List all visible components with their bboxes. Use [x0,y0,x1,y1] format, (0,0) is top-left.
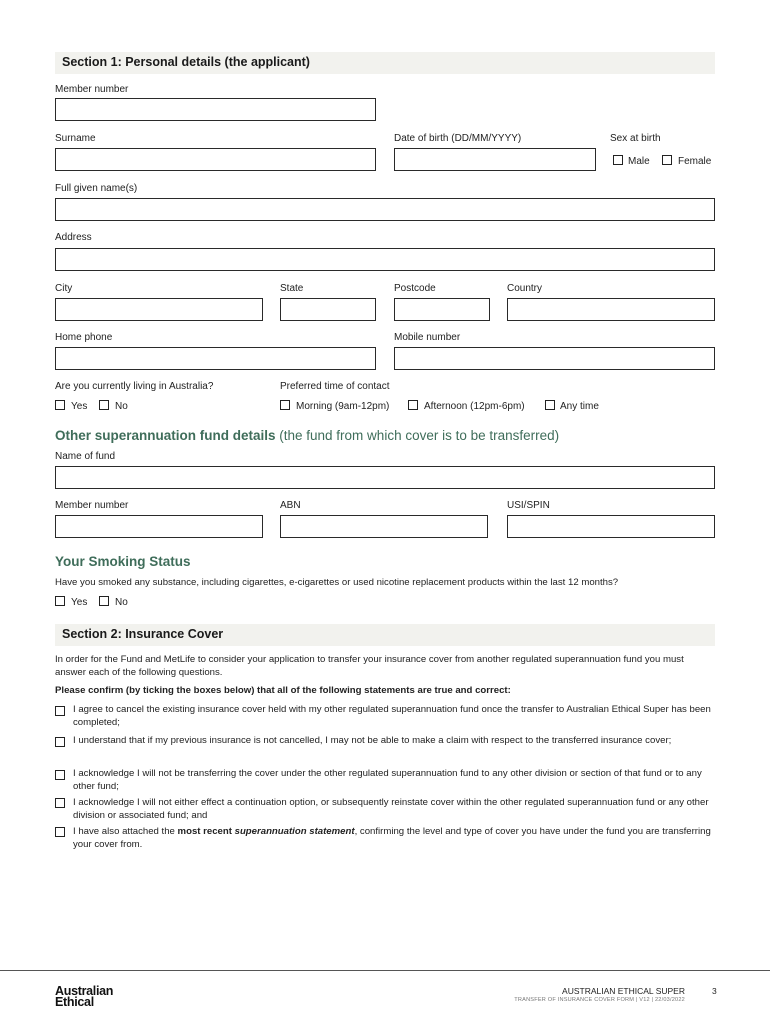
footer-divider [0,970,770,971]
section1-title: Section 1: Personal details (the applicant) [62,55,310,69]
mobile-field[interactable] [394,347,715,370]
section2-title: Section 2: Insurance Cover [62,627,224,641]
fund-name-label: Name of fund [55,451,116,462]
statement-4-text: I acknowledge I will not either effect a continuation option, or subsequently reinstate cover within the other regulated superannuation fund or any other division or associated fund; and [73,797,709,821]
smoking-heading: Your Smoking Status [55,554,191,569]
address-field[interactable] [55,248,715,271]
statement-3-text: I acknowledge I will not be transferring the cover under the other regulated superannuation fund to any other division or section of that fund or to any other fund; [73,768,702,792]
smoking-yes-checkbox[interactable] [55,596,65,606]
living-no-label: No [115,401,128,412]
section2-intro: In order for the Fund and MetLife to consider your application to transfer your insurance cover from another regulated superannuation fund you must answer each of the following questions. [55,654,684,678]
smoking-no-checkbox[interactable] [99,596,109,606]
page-number: 3 [712,986,717,996]
footer-subtitle: TRANSFER OF INSURANCE COVER FORM | V12 | 22/03/2022 [514,997,685,1003]
anytime-label: Any time [560,401,599,412]
address-label: Address [55,232,92,243]
statement-3-checkbox[interactable] [55,770,65,780]
home-phone-field[interactable] [55,347,376,370]
statement-1-checkbox[interactable] [55,706,65,716]
male-label: Male [628,156,650,167]
statement-5-bold-italic: superannuation statement [234,826,355,837]
given-names-label: Full given name(s) [55,183,138,194]
country-field[interactable] [507,298,715,321]
morning-checkbox[interactable] [280,400,290,410]
smoking-question: Have you smoked any substance, including cigarettes, e-cigarettes or used nicotine replacement products within the last 12 months? [55,577,619,588]
contact-time-label: Preferred time of contact [280,381,390,392]
country-label: Country [507,283,543,294]
other-fund-heading-bold: Other superannuation fund details [55,428,276,443]
statement-2-text: I understand that if my previous insurance is not cancelled, I may not be able to make a claim with respect to the transferred insurance cover; [73,735,672,746]
statement-2-checkbox[interactable] [55,737,65,747]
female-label: Female [678,156,712,167]
statement-5-pre: I have also attached the [73,826,178,837]
statement-4-checkbox[interactable] [55,798,65,808]
city-field[interactable] [55,298,263,321]
male-checkbox[interactable] [613,155,623,165]
dob-label: Date of birth (DD/MM/YYYY) [394,133,522,144]
city-label: City [55,283,73,294]
mobile-label: Mobile number [394,332,461,343]
footer-title: AUSTRALIAN ETHICAL SUPER [562,986,685,996]
smoking-yes-label: Yes [71,597,88,608]
statement-5-text [73,826,715,851]
female-checkbox[interactable] [662,155,672,165]
morning-label: Morning (9am-12pm) [296,401,390,412]
living-no-checkbox[interactable] [99,400,109,410]
other-fund-heading [55,428,559,443]
afternoon-label: Afternoon (12pm-6pm) [424,401,525,412]
section2-confirm: Please confirm (by ticking the boxes below) that all of the following statements are true and correct: [55,685,511,696]
state-label: State [280,283,304,294]
dob-field[interactable] [394,148,596,171]
postcode-label: Postcode [394,283,436,294]
sex-label: Sex at birth [610,133,661,144]
smoking-no-label: No [115,597,128,608]
section2-header [55,624,715,646]
section1-header [55,52,715,74]
other-fund-heading-rest: (the fund from which cover is to be transferred) [275,428,560,443]
statement-5-post: , confirming the level and type of cover you have under the fund you are transferring your cover from. [73,826,711,850]
fund-name-field[interactable] [55,466,715,489]
logo-line-2: Ethical [55,995,94,1009]
living-in-australia-label: Are you currently living in Australia? [55,381,214,392]
logo-line-1: Australian [55,984,114,998]
living-yes-label: Yes [71,401,88,412]
fund-member-number-field[interactable] [55,515,263,538]
statement-5-bold: most recent [177,826,235,837]
abn-label: ABN [280,500,301,511]
usi-field[interactable] [507,515,715,538]
statement-5-checkbox[interactable] [55,827,65,837]
anytime-checkbox[interactable] [545,400,555,410]
australian-ethical-logo [55,986,113,1008]
postcode-field[interactable] [394,298,490,321]
usi-label: USI/SPIN [507,500,550,511]
afternoon-checkbox[interactable] [408,400,418,410]
member-number-label: Member number [55,84,129,95]
statement-1-text: I agree to cancel the existing insurance cover held with my other regulated superannuation fund once the transfer to Australian Ethical Super has been completed; [73,704,711,728]
member-number-field[interactable] [55,98,376,121]
living-yes-checkbox[interactable] [55,400,65,410]
state-field[interactable] [280,298,376,321]
surname-label: Surname [55,133,96,144]
home-phone-label: Home phone [55,332,113,343]
surname-field[interactable] [55,148,376,171]
given-names-field[interactable] [55,198,715,221]
abn-field[interactable] [280,515,488,538]
fund-member-number-label: Member number [55,500,129,511]
